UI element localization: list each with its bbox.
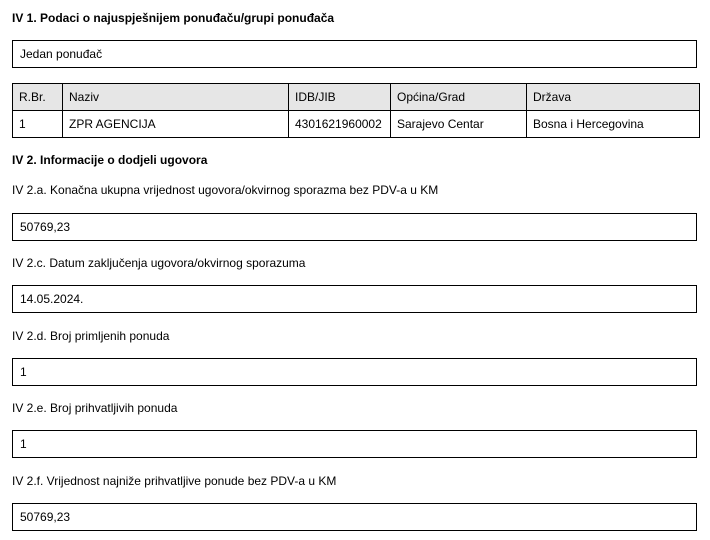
cell-opcina-grad: Sarajevo Centar bbox=[391, 111, 527, 138]
field-value-iv2f: 50769,23 bbox=[12, 503, 697, 531]
field-label-iv2a: IV 2.a. Konačna ukupna vrijednost ugovora/okvirnog sporazma bez PDV-a u KM bbox=[12, 183, 439, 197]
cell-rbr: 1 bbox=[13, 111, 63, 138]
bidder-type-field: Jedan ponuđač bbox=[12, 40, 697, 68]
column-header-drzava: Država bbox=[527, 84, 700, 111]
section-iv1-heading: IV 1. Podaci o najuspješnijem ponuđaču/grupi ponuđača bbox=[12, 11, 335, 25]
table-header-row bbox=[13, 84, 700, 111]
column-header-naziv: Naziv bbox=[63, 84, 289, 111]
bidders-table bbox=[12, 83, 700, 138]
column-header-rbr: R.Br. bbox=[13, 84, 63, 111]
field-value-iv2a: 50769,23 bbox=[12, 213, 697, 241]
column-header-opcina-grad: Općina/Grad bbox=[391, 84, 527, 111]
cell-naziv: ZPR AGENCIJA bbox=[63, 111, 289, 138]
field-label-iv2e: IV 2.e. Broj prihvatljivih ponuda bbox=[12, 401, 178, 415]
table-row bbox=[13, 111, 700, 138]
field-value-iv2c: 14.05.2024. bbox=[12, 285, 697, 313]
cell-drzava: Bosna i Hercegovina bbox=[527, 111, 700, 138]
field-value-iv2d: 1 bbox=[12, 358, 697, 386]
field-label-iv2d: IV 2.d. Broj primljenih ponuda bbox=[12, 329, 170, 343]
field-value-iv2e: 1 bbox=[12, 430, 697, 458]
section-iv2-heading: IV 2. Informacije o dodjeli ugovora bbox=[12, 153, 208, 167]
field-label-iv2c: IV 2.c. Datum zaključenja ugovora/okvirnog sporazuma bbox=[12, 256, 306, 270]
cell-idb-jib: 4301621960002 bbox=[289, 111, 391, 138]
field-label-iv2f: IV 2.f. Vrijednost najniže prihvatljive ponude bez PDV-a u KM bbox=[12, 474, 337, 488]
column-header-idb-jib: IDB/JIB bbox=[289, 84, 391, 111]
